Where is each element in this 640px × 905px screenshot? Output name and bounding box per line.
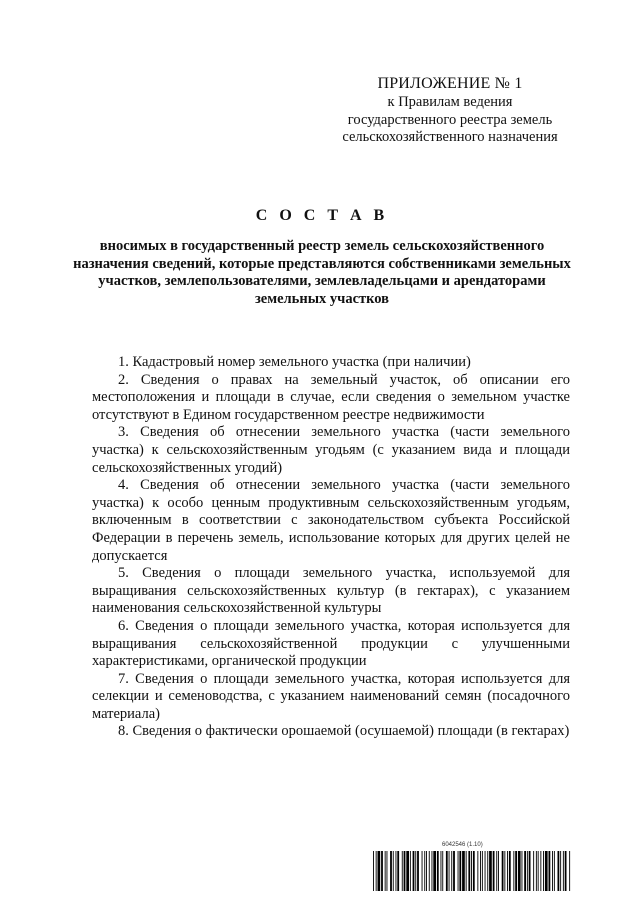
barcode-bar bbox=[385, 851, 386, 891]
barcode-bar bbox=[381, 851, 383, 891]
barcode-bar bbox=[410, 851, 411, 891]
barcode-bar bbox=[493, 851, 495, 891]
barcode-bar bbox=[487, 851, 488, 891]
barcode-bar bbox=[429, 851, 430, 891]
barcode-bar bbox=[489, 851, 492, 891]
barcode-bar bbox=[473, 851, 475, 891]
barcode-bar bbox=[417, 851, 419, 891]
barcode-bar bbox=[404, 851, 406, 891]
barcode-bar bbox=[527, 851, 528, 891]
barcode-bar bbox=[540, 851, 541, 891]
barcode-bar bbox=[397, 851, 399, 891]
barcode-bar bbox=[554, 851, 555, 891]
barcode-bar bbox=[509, 851, 511, 891]
barcode-bar bbox=[502, 851, 504, 891]
barcode-bar bbox=[437, 851, 439, 891]
barcode-bar bbox=[558, 851, 560, 891]
barcode-bar bbox=[415, 851, 416, 891]
barcode-bar bbox=[522, 851, 523, 891]
barcode-bar bbox=[441, 851, 442, 891]
barcode-bar bbox=[396, 851, 397, 891]
items-list bbox=[92, 354, 570, 741]
barcode-bar bbox=[536, 851, 537, 891]
barcode-bar bbox=[529, 851, 531, 891]
barcode-bar bbox=[413, 851, 415, 891]
barcode-bar bbox=[518, 851, 521, 891]
barcode-caption: 6042546 (1.10) bbox=[442, 842, 483, 848]
appendix-line-1: к Правилам ведения bbox=[387, 94, 513, 110]
barcode-bar bbox=[471, 851, 472, 891]
appendix-block bbox=[330, 74, 570, 147]
appendix-title: ПРИЛОЖЕНИЕ № 1 bbox=[377, 75, 523, 92]
document-heading bbox=[72, 206, 572, 308]
barcode-bar bbox=[433, 851, 436, 891]
barcode-bar bbox=[543, 851, 544, 891]
barcode-bar bbox=[376, 851, 377, 891]
barcode-bar bbox=[552, 851, 553, 891]
list-item-3: 3. Сведения об отнесении земельного участка (части земельного участка) к сельскохозяйственным угодьям (с указанием вида и площади сельскохозяйственных угодий) bbox=[92, 424, 570, 476]
barcode-bar bbox=[373, 851, 374, 891]
barcode-bar bbox=[406, 851, 409, 891]
barcode-graphic bbox=[372, 851, 572, 891]
list-item-8: 8. Сведения о фактически орошаемой (осушаемой) площади (в гектарах) bbox=[118, 723, 570, 740]
barcode-bar bbox=[378, 851, 381, 891]
barcode-bar bbox=[432, 851, 433, 891]
barcode-block bbox=[372, 842, 572, 892]
barcode-bar bbox=[480, 851, 481, 891]
appendix-line-2: государственного реестра земель bbox=[347, 111, 553, 128]
barcode-bar bbox=[565, 851, 567, 891]
barcode-bar bbox=[426, 851, 427, 891]
barcode-bar bbox=[563, 851, 564, 891]
barcode-bar bbox=[496, 851, 497, 891]
list-item-7: 7. Сведения о площади земельного участка, которая используется для селекции и семеноводства, с указанием наименований семян (посадочного материала) bbox=[92, 670, 570, 722]
barcode-bar bbox=[422, 851, 423, 891]
barcode-bar bbox=[387, 851, 388, 891]
barcode-bar bbox=[446, 851, 448, 891]
list-item-5: 5. Сведения о площади земельного участка, используемой для выращивания сельскохозяйственных культур (в гектарах), с указанием наименования сельскохозяйственной культуры bbox=[92, 565, 570, 617]
barcode-bar bbox=[485, 851, 486, 891]
appendix-line-3: сельскохозяйственного назначения bbox=[342, 129, 558, 145]
barcode-bar bbox=[560, 851, 561, 891]
barcode-bar bbox=[402, 851, 403, 891]
barcode-bar bbox=[549, 851, 551, 891]
barcode-bar bbox=[524, 851, 526, 891]
barcode-bar bbox=[482, 851, 483, 891]
barcode-bar bbox=[466, 851, 467, 891]
barcode-bar bbox=[393, 851, 394, 891]
document-subtitle: вносимых в государственный реестр земель сельскохозяйственного назначения сведений, которые представляются собственниками земельных участков, землепользователями, землевладельцами и арендаторами земельных участков bbox=[73, 238, 571, 307]
barcode-bar bbox=[538, 851, 539, 891]
barcode-bar bbox=[453, 851, 455, 891]
barcode-bar bbox=[459, 851, 461, 891]
barcode-bar bbox=[458, 851, 459, 891]
barcode-bar bbox=[533, 851, 534, 891]
barcode-bar bbox=[477, 851, 478, 891]
list-item-4: 4. Сведения об отнесении земельного участка (части земельного участка) к особо ценным продуктивным сельскохозяйственным угодьям, включенным в соответствии с законодательством субъекта Российской Федерации в перечень земель, использование которых для других целей не допускается bbox=[92, 477, 570, 564]
barcode-bar bbox=[424, 851, 425, 891]
barcode-bar bbox=[462, 851, 465, 891]
barcode-bar bbox=[569, 851, 570, 891]
list-item-2: 2. Сведения о правах на земельный участок, об описании его местоположения и площади в случае, если сведения о земельном участке отсутствуют в Едином государственном реестре недвижимости bbox=[92, 371, 570, 423]
barcode-bar bbox=[515, 851, 517, 891]
document-title: С О С Т А В bbox=[255, 207, 389, 224]
barcode-bar bbox=[468, 851, 470, 891]
barcode-bar bbox=[449, 851, 450, 891]
barcode-bar bbox=[390, 851, 392, 891]
barcode-bar bbox=[451, 851, 452, 891]
barcode-bar bbox=[513, 851, 514, 891]
barcode-bar bbox=[442, 851, 443, 891]
barcode-bar bbox=[507, 851, 508, 891]
list-item-6: 6. Сведения о площади земельного участка, которая используется для выращивания сельскохозяйственной продукции с улучшенными характеристиками, органической продукции bbox=[92, 617, 570, 670]
barcode-bar bbox=[545, 851, 548, 891]
barcode-bar bbox=[498, 851, 499, 891]
barcode-bar bbox=[504, 851, 505, 891]
list-item-1: 1. Кадастровый номер земельного участка (при наличии) bbox=[118, 354, 471, 370]
